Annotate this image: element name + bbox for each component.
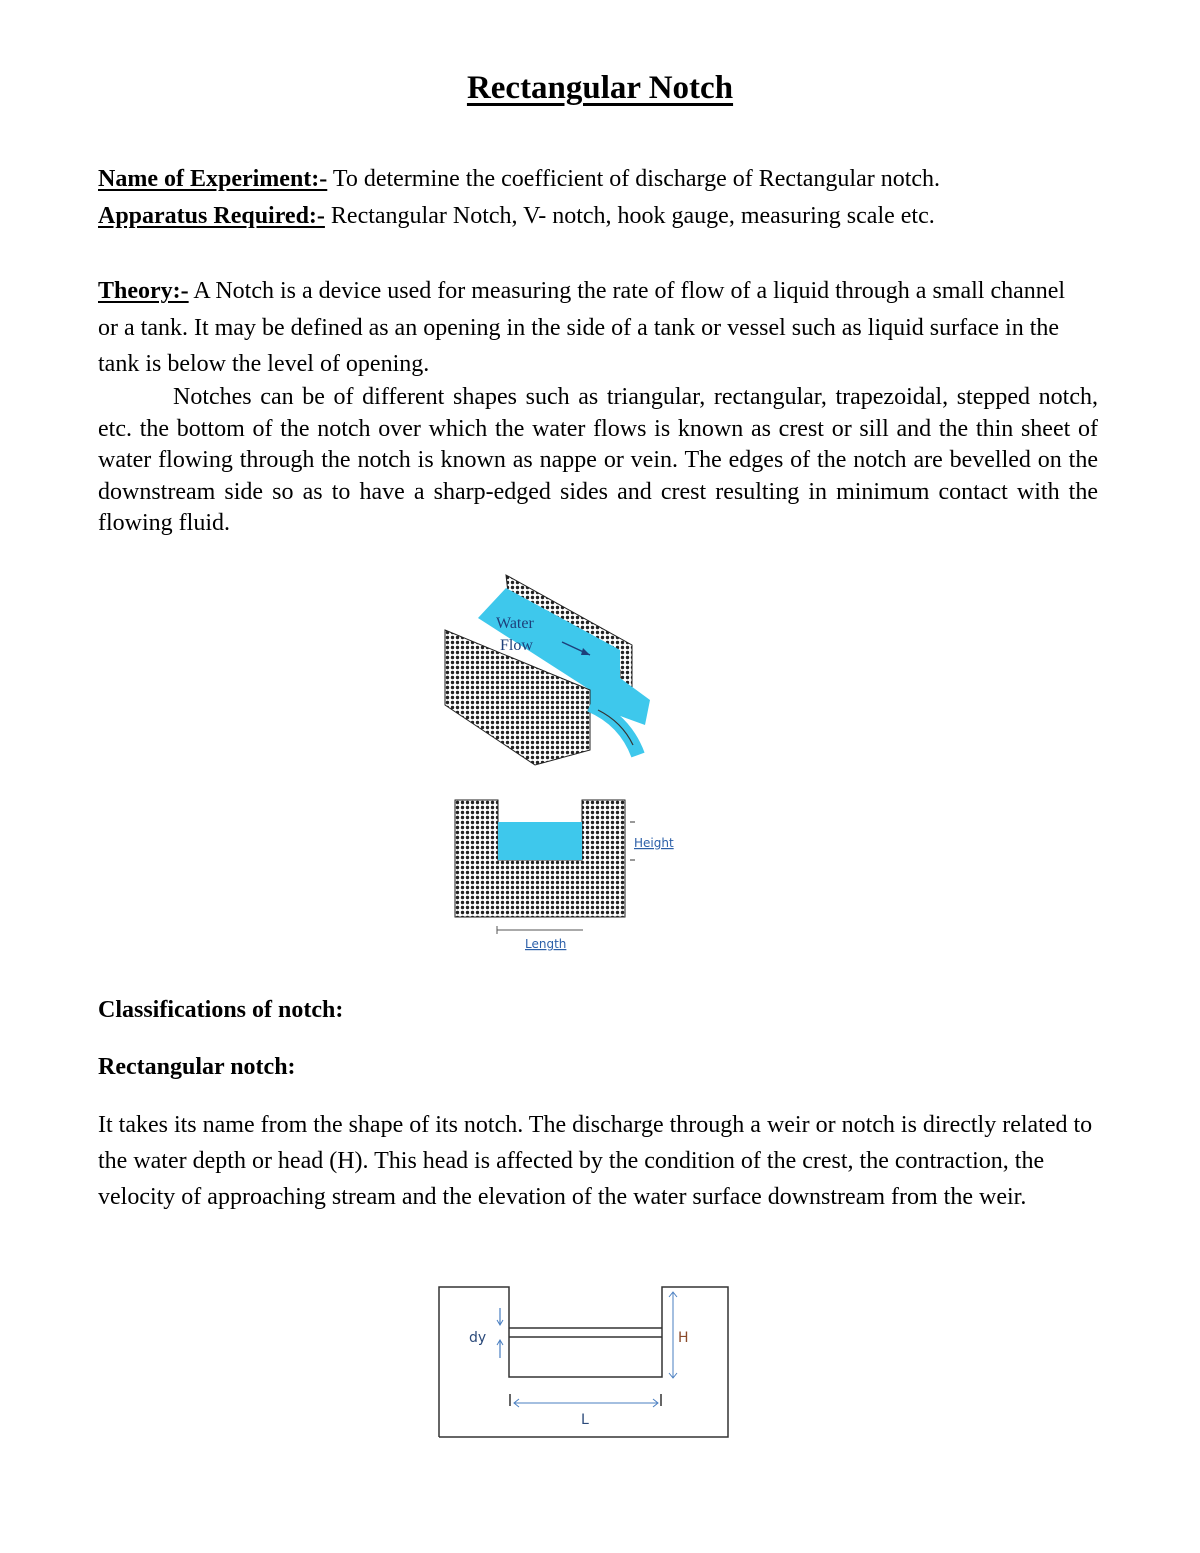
notches-text: Notches can be of different shapes such as triangular, rectangular, trapezoidal, stepped notch, etc. the bottom of the notch over which the water flows is known as crest or sill and the thin sheet of water flowing through the notch is known as nappe or vein. The edges of the notch are bevelled on the downstream side so as to have a sharp-edged sides and crest resulting in minimum contact with the flowing fluid.	[98, 384, 1098, 536]
apparatus-text: Rectangular Notch, V- notch, hook gauge, measuring scale etc.	[324, 203, 935, 229]
document-title: Rectangular Notch	[466, 70, 734, 106]
theory-label: Theory:-	[98, 278, 189, 304]
notch-front-diagram	[450, 795, 690, 960]
theory-text: A Notch is a device used for measuring the rate of flow of a liquid through a small channel or a tank. It may be defined as an opening in the side of a tank or vessel such as liquid surface in the tank is below the level of opening.	[98, 278, 1066, 377]
l-label: L	[581, 1412, 589, 1428]
water-in-notch	[498, 822, 582, 860]
notch-3d-diagram	[440, 570, 680, 770]
experiment-label: Name of Experiment:-	[98, 166, 328, 192]
rectangular-notch-heading: Rectangular notch:	[98, 1054, 296, 1080]
experiment-text: To determine the coefficient of discharge of Rectangular notch.	[327, 166, 941, 192]
apparatus-line	[98, 203, 935, 230]
notch-front-figure	[450, 795, 690, 960]
classifications-heading: Classifications of notch:	[98, 997, 344, 1023]
flow-label: Flow	[500, 637, 533, 654]
notches-paragraph	[98, 382, 1098, 540]
rectangular-notch-text: It takes its name from the shape of its notch. The discharge through a weir or notch is directly related to the water depth or head (H). This head is affected by the condition of the crest, the contraction, the velocity of approaching stream and the elevation of the water surface downstream from the weir.	[98, 1112, 1093, 1210]
notch-3d-figure	[440, 570, 680, 770]
length-label: Length	[525, 937, 567, 951]
notch-schematic-figure	[436, 1282, 731, 1442]
water-label: Water	[496, 615, 534, 632]
dy-label: dy	[469, 1330, 487, 1346]
height-label: Height	[634, 836, 674, 850]
theory-paragraph	[98, 273, 1078, 383]
apparatus-label: Apparatus Required:-	[98, 203, 325, 229]
h-label: H	[678, 1330, 689, 1346]
experiment-line	[98, 166, 940, 193]
notch-schematic-diagram	[436, 1282, 731, 1442]
